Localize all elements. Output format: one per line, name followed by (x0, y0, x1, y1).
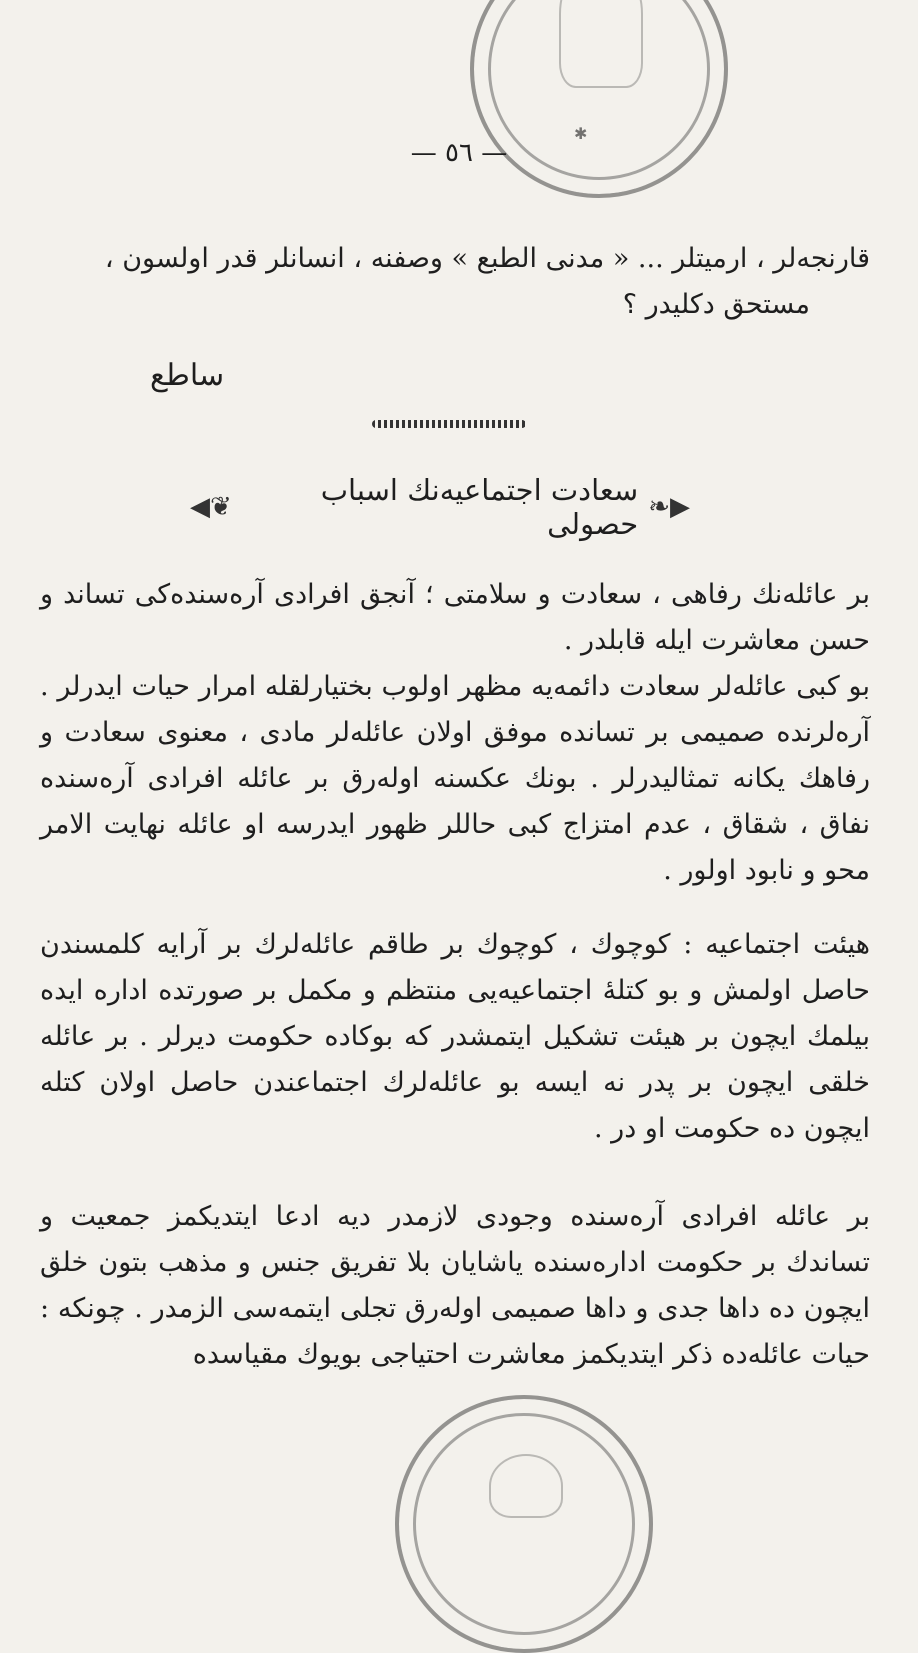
paragraph-text: بر عائله‌نك رفاهی ، سعادت و سلامتی ؛ آنجق افرادی آره‌سنده‌كی تساند و حسن معاشرت ایله قابلدر . (40, 579, 870, 656)
paragraph-text: بر عائله افرادی آره‌سنده وجودی لازمدر دیه ادعا ایتدیكمز جمعیت و تساندك بر حكومت اداره‌سنده یاشایان بلا تفریق جنس و مذهب بتون خلق ایچون ده داها جدی و داها صمیمی اوله‌رق تجلی ایتمه‌سی الزمدر . چونكه : حیات عائله‌ده ذكر ایتدیكمز معاشرت احتیاجی بویوك مقیاسده (40, 1201, 870, 1370)
star-icon: ✱ (574, 124, 588, 143)
paragraph-1 (40, 572, 870, 664)
intro-line-1: قارنجه‌لر ، ارمیتلر ... « مدنی الطبع » وصفنه ، انسانلر قدر اولسون ، (104, 243, 870, 274)
paragraph-text: بو كبی عائله‌لر سعادت دائمه‌یه مظهر اولوب بختیارلقله امرار حیات ایدرلر . آره‌لرنده صمیمی بر تسانده موفق اولان عائله‌لر مادی ، معنوی سعادت و رفاهك یكانه تمثالیدرلر . بونك عكسنه اوله‌رق بر عائله افرادی آره‌سنده نفاق ، شقاق ، عدم امتزاج كبی حاللر ظهور ایدرسه او عائله نهایت الامر محو و نابود اولور . (40, 671, 870, 886)
paragraph-2 (40, 664, 870, 894)
eagle-emblem-icon (559, 0, 643, 88)
section-heading-row (190, 473, 690, 541)
intro-text (40, 236, 870, 328)
intro-line-2: مستحق دکلیدر ؟ (622, 289, 810, 320)
paragraph-text: هیئت اجتماعیه : كوچوك ، كوچوك بر طاقم عائله‌لرك بر آرایه كلمسندن حاصل اولمش و بو كتله‌ٔ اجتماعیه‌یی منتظم و مكمل بر صورتده اداره ایده بیلمك ایچون بر هیئت تشكیل ایتمشدر كه بوكاده حكومت دیرلر . بر عائله خلقی ایچون بر پدر نه ایسه بو عائله‌لرك اجتماعندن حاصل اولان كتله ایچون ده حكومت او در . (40, 929, 870, 1144)
section-heading: سعادت اجتماعیه‌نك اسباب حصولی (320, 473, 639, 541)
author-signature: ساطع (150, 358, 225, 393)
paragraph-4 (40, 1194, 870, 1378)
page-number: — ٥٦ — (410, 138, 508, 168)
ornament-left-icon: ◀❦ (190, 492, 232, 522)
emblem-icon (489, 1454, 563, 1518)
paragraph-3 (40, 922, 870, 1152)
section-divider (372, 420, 526, 428)
library-stamp-top (470, 0, 728, 198)
ornament-right-icon: ❧▶ (648, 492, 690, 522)
library-stamp-bottom (395, 1395, 653, 1653)
